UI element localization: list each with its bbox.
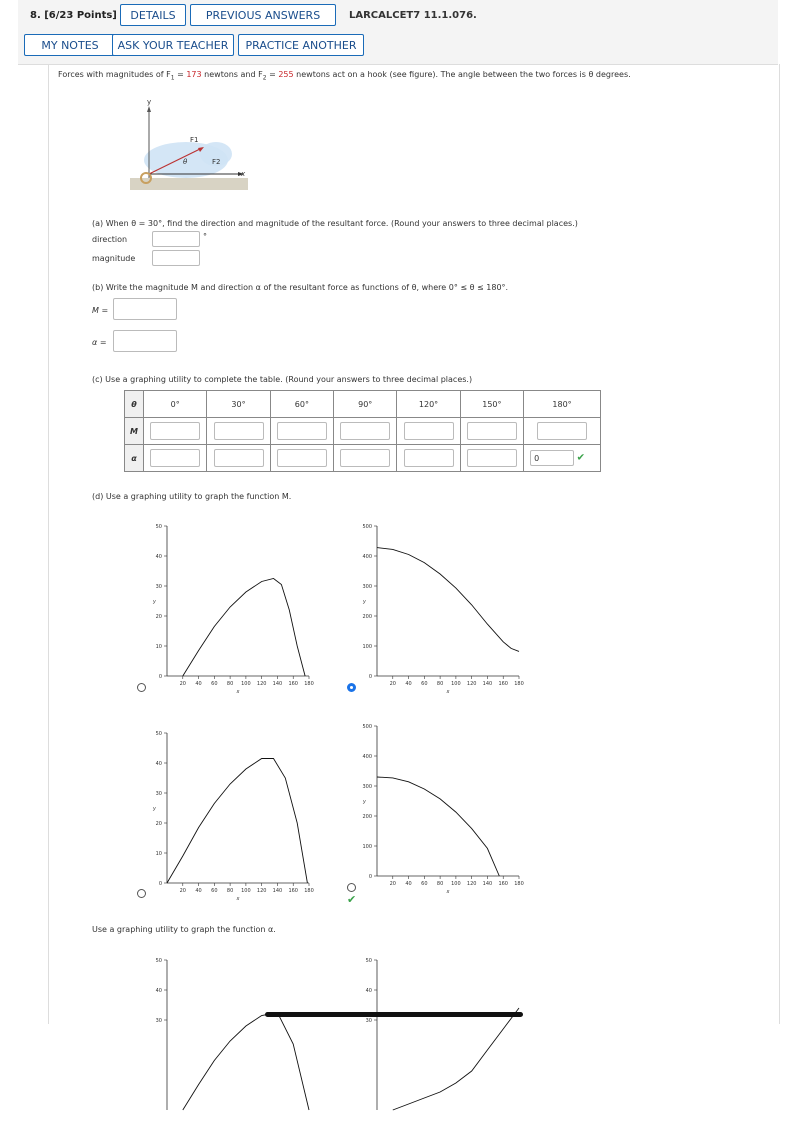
- function-curve: [377, 777, 499, 876]
- x-tick-label: 80: [226, 888, 234, 894]
- y-tick-label: 40: [365, 988, 372, 994]
- practice-another-button[interactable]: PRACTICE ANOTHER: [238, 34, 364, 56]
- table-cell: [144, 445, 207, 472]
- x-tick-label: 100: [241, 888, 251, 894]
- x-tick-label: 80: [226, 681, 234, 687]
- y-tick-label: 0: [368, 874, 372, 880]
- x-axis-label: x: [446, 889, 450, 895]
- x-tick-label: 60: [211, 888, 218, 894]
- y-tick-label: 100: [362, 844, 372, 850]
- x-tick-label: 160: [498, 681, 508, 687]
- function-curve: [183, 579, 305, 677]
- alpha-graph-option-2: [355, 952, 535, 1132]
- y-tick-label: 400: [362, 554, 372, 560]
- angle-header: 30°: [207, 391, 270, 418]
- x-tick-label: 40: [405, 881, 412, 887]
- x-tick-label: 20: [389, 881, 396, 887]
- y-tick-label: 300: [362, 784, 372, 790]
- y-tick-label: 10: [155, 851, 162, 857]
- force-figure: [128, 98, 252, 198]
- y-tick-label: 400: [362, 754, 372, 760]
- m-input[interactable]: [467, 422, 517, 440]
- my-notes-button[interactable]: MY NOTES: [24, 34, 116, 56]
- y-tick-label: 50: [155, 524, 162, 530]
- alpha-input[interactable]: [340, 449, 390, 467]
- x-tick-label: 100: [241, 681, 251, 687]
- m-input[interactable]: [277, 422, 327, 440]
- graph-option-3-radio[interactable]: [137, 889, 146, 898]
- x-tick-label: 180: [514, 681, 524, 687]
- y-tick-label: 40: [155, 554, 162, 560]
- angle-header: 180°: [524, 391, 601, 418]
- direction-label: direction: [92, 235, 128, 244]
- x-tick-label: 160: [498, 881, 508, 887]
- table-cell: [524, 418, 601, 445]
- x-tick-label: 120: [256, 888, 267, 894]
- figure-x-label: x: [241, 170, 246, 178]
- x-tick-label: 40: [195, 888, 202, 894]
- x-tick-label: 160: [288, 888, 298, 894]
- graph-option-2: [355, 518, 535, 698]
- problem-statement: Forces with magnitudes of $F_1 = 173$ newtons and $F_2 = 255$ newtons act on a hook (see figure). The angle between the two forces is θ degrees.: [58, 70, 631, 82]
- table-cell: [524, 445, 601, 472]
- direction-input[interactable]: [152, 231, 200, 247]
- alpha-input[interactable]: [277, 449, 327, 467]
- x-tick-label: 60: [421, 881, 428, 887]
- previous-answers-button[interactable]: PREVIOUS ANSWERS: [190, 4, 336, 26]
- question-header: [18, 0, 778, 65]
- x-tick-label: 140: [272, 681, 283, 687]
- graph-option-1-radio[interactable]: [137, 683, 146, 692]
- magnitude-label: magnitude: [92, 254, 136, 263]
- graph-option-4-radio[interactable]: [347, 883, 356, 892]
- x-tick-label: 180: [304, 888, 314, 894]
- graph-option-3: [145, 725, 325, 905]
- y-axis-label: y: [153, 599, 156, 605]
- y-axis-label: y: [363, 799, 366, 805]
- x-tick-label: 20: [389, 681, 396, 687]
- x-tick-label: 60: [211, 681, 218, 687]
- x-tick-label: 100: [451, 681, 461, 687]
- y-axis-label: y: [363, 599, 366, 605]
- x-tick-label: 120: [256, 681, 267, 687]
- table-cell: [460, 445, 523, 472]
- table-cell: [460, 418, 523, 445]
- table-cell: [397, 418, 460, 445]
- correct-check-icon: ✔: [347, 893, 357, 906]
- y-tick-label: 20: [155, 614, 162, 620]
- y-tick-label: 30: [155, 584, 162, 590]
- function-curve: [393, 1008, 519, 1110]
- part-a-prompt: (a) When θ = 30°, find the direction and magnitude of the resultant force. (Round your answers to three decimal places.): [92, 219, 578, 228]
- y-tick-label: 30: [365, 1018, 372, 1024]
- y-tick-label: 10: [155, 644, 162, 650]
- angle-header: 0°: [144, 391, 207, 418]
- y-tick-label: 500: [362, 724, 372, 730]
- angle-header: 60°: [270, 391, 333, 418]
- table-cell: [397, 445, 460, 472]
- x-tick-label: 180: [304, 681, 314, 687]
- y-tick-label: 50: [365, 958, 372, 964]
- alpha-input[interactable]: [214, 449, 264, 467]
- m-input[interactable]: [214, 422, 264, 440]
- y-tick-label: 200: [362, 614, 372, 620]
- figure-f2-label: F2: [212, 158, 221, 166]
- y-tick-label: 30: [155, 1018, 162, 1024]
- m-input[interactable]: [537, 422, 587, 440]
- alpha-180-input[interactable]: 0: [530, 450, 574, 466]
- x-tick-label: 160: [288, 681, 298, 687]
- x-tick-label: 80: [436, 681, 444, 687]
- correct-check-icon: ✔: [576, 452, 585, 464]
- y-tick-label: 30: [155, 791, 162, 797]
- table-cell: [144, 418, 207, 445]
- x-tick-label: 140: [482, 681, 493, 687]
- x-tick-label: 120: [466, 681, 477, 687]
- details-button[interactable]: DETAILS: [120, 4, 186, 26]
- x-tick-label: 180: [514, 881, 524, 887]
- angle-header: 150°: [460, 391, 523, 418]
- ask-teacher-button[interactable]: ASK YOUR TEACHER: [112, 34, 234, 56]
- alpha-input[interactable]: [467, 449, 517, 467]
- table-cell: [270, 418, 333, 445]
- theta-header: θ: [125, 391, 144, 418]
- function-curve: [183, 1013, 309, 1111]
- x-tick-label: 60: [421, 681, 428, 687]
- y-tick-label: 40: [155, 988, 162, 994]
- m-input[interactable]: [404, 422, 454, 440]
- table-cell: [207, 418, 270, 445]
- question-number: 8. [6/23 Points]: [30, 10, 117, 21]
- m-input[interactable]: [150, 422, 200, 440]
- x-tick-label: 20: [179, 888, 186, 894]
- m-function-label: M =: [92, 306, 109, 315]
- graph-option-4: [355, 718, 535, 898]
- x-tick-label: 20: [179, 681, 186, 687]
- figure-y-label: y: [147, 98, 152, 106]
- part-d-alpha-prompt: Use a graphing utility to graph the function α.: [92, 925, 276, 934]
- x-tick-label: 140: [482, 881, 493, 887]
- values-table: [124, 390, 601, 472]
- x-tick-label: 120: [466, 881, 477, 887]
- part-c-prompt: (c) Use a graphing utility to complete the table. (Round your answers to three decimal places.): [92, 375, 473, 384]
- f2-value: 255: [278, 70, 294, 79]
- table-cell: [207, 445, 270, 472]
- function-curve: [377, 548, 519, 652]
- x-tick-label: 40: [195, 681, 202, 687]
- x-tick-label: 100: [451, 881, 461, 887]
- y-tick-label: 300: [362, 584, 372, 590]
- alpha-function-input[interactable]: [113, 330, 177, 352]
- table-cell: [334, 445, 397, 472]
- x-axis-label: x: [446, 689, 450, 695]
- textbook-reference: LARCALCET7 11.1.076.: [349, 10, 477, 21]
- figure-base: [130, 178, 248, 190]
- f1-value: 173: [186, 70, 202, 79]
- y-tick-label: 200: [362, 814, 372, 820]
- part-d-prompt: (d) Use a graphing utility to graph the function M.: [92, 492, 292, 501]
- alpha-function-label: α =: [92, 338, 107, 347]
- y-tick-label: 0: [368, 674, 372, 680]
- function-curve: [167, 759, 307, 884]
- graph-option-1: [145, 518, 325, 698]
- alpha-input[interactable]: [404, 449, 454, 467]
- y-tick-label: 50: [155, 958, 162, 964]
- degree-unit: °: [203, 232, 207, 241]
- angle-header: 90°: [334, 391, 397, 418]
- part-b-prompt: (b) Write the magnitude M and direction α of the resultant force as functions of θ, where 0° ≤ θ ≤ 180°.: [92, 283, 509, 292]
- table-cell: [334, 418, 397, 445]
- y-tick-label: 40: [155, 761, 162, 767]
- y-tick-label: 0: [158, 881, 162, 887]
- y-tick-label: 500: [362, 524, 372, 530]
- m-function-input[interactable]: [113, 298, 177, 320]
- x-axis-label: x: [236, 896, 240, 902]
- y-tick-label: 20: [155, 821, 162, 827]
- x-tick-label: 40: [405, 681, 412, 687]
- arrowhead-icon: [147, 106, 151, 112]
- alpha-graph-option-1: [145, 952, 325, 1132]
- m-row-header: M: [125, 418, 144, 445]
- figure-theta-label: θ: [183, 158, 188, 166]
- y-tick-label: 50: [155, 731, 162, 737]
- angle-header: 120°: [397, 391, 460, 418]
- graph-option-2-radio[interactable]: [347, 683, 356, 692]
- y-axis-label: y: [153, 806, 156, 812]
- figure-f1-label: F1: [190, 136, 199, 144]
- x-axis-label: x: [236, 689, 240, 695]
- home-indicator: [265, 1012, 523, 1017]
- magnitude-input[interactable]: [152, 250, 200, 266]
- x-tick-label: 140: [272, 888, 283, 894]
- y-tick-label: 100: [362, 644, 372, 650]
- x-tick-label: 80: [436, 881, 444, 887]
- alpha-row-header: α: [125, 445, 144, 472]
- alpha-input[interactable]: [150, 449, 200, 467]
- m-input[interactable]: [340, 422, 390, 440]
- table-cell: [270, 445, 333, 472]
- y-tick-label: 0: [158, 674, 162, 680]
